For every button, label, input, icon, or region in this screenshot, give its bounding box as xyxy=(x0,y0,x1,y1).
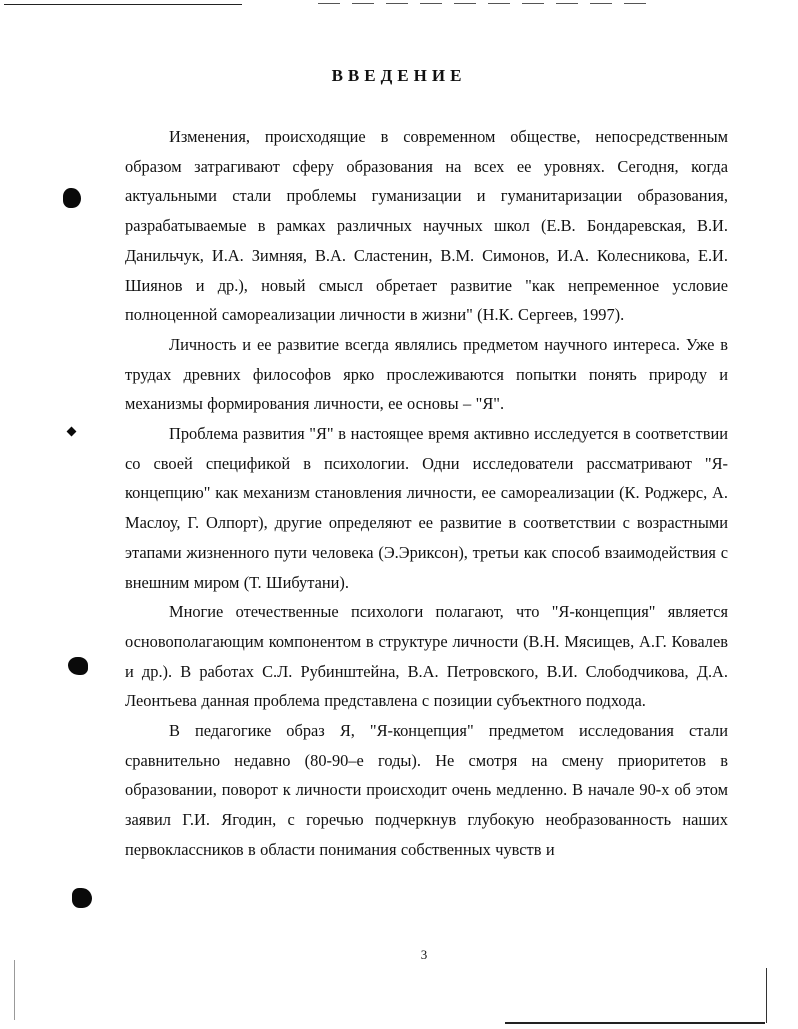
ink-blot-mark-3 xyxy=(68,657,88,675)
paragraph-5: В педагогике образ Я, "Я-концепция" предметом исследования стали сравнительно недавно (80-90–е годы). Не смотря на смену приоритетов в образовании, поворот к личности происходит очень медленно. В начале 90-х об этом заявил Г.И. Ягодин, с горечью подчеркнув глубокую необразованность наших первоклассников в области понимания собственных чувств и xyxy=(125,721,728,859)
paragraph-3: Проблема развития "Я" в настоящее время активно исследуется в соответствии со своей спецификой в психологии. Одни исследователи рассматривают "Я-концепцию" как механизм становления личности, ее самореализации (К. Роджерс, А. Маслоу, Г. Олпорт), другие определяют ее развитие в соответствии с возрастными этапами жизненного пути человека (Э.Эриксон), третьи как способ взаимодействия с внешним миром (Т. Шибутани). xyxy=(125,424,728,592)
ink-blot-mark-1 xyxy=(63,188,81,208)
ink-blot-mark-4 xyxy=(72,888,92,908)
scan-artifact-left-edge xyxy=(14,960,15,1020)
scan-artifact-right-edge xyxy=(766,968,767,1023)
page-title: ВВЕДЕНИЕ xyxy=(331,66,467,85)
paragraph-2: Личность и ее развитие всегда являлись предметом научного интереса. Уже в трудах древних философов ярко прослеживаются попытки понять природу и механизмы формирования личности, ее основы – "Я". xyxy=(125,334,728,414)
paragraph-4: Многие отечественные психологи полагают, что "Я-концепция" является основополагающим компонентом в структуре личности (В.Н. Мясищев, А.Г. Ковалев и др.). В работах С.Л. Рубинштейна, В.А. Петровского, В.И. Слободчикова, Д.А. Леонтьева данная проблема представлена с позиции субъектного подхода. xyxy=(125,602,728,711)
page-number: 3 xyxy=(420,947,428,962)
ink-dot-mark-2 xyxy=(67,427,77,437)
paragraph-1: Изменения, происходящие в современном обществе, непосредственным образом затрагивают сферу образования на всех ее уровнях. Сегодня, когда актуальными стали проблемы гуманизации и гуманитаризации образования, разрабатываемые в рамках различных научных школ (Е.В. Бондаревская, В.И. Данильчук, И.А. Зимняя, В.А. Сластенин, В.М. Симонов, И.А. Колесникова, Е.И. Шиянов и др.), новый смысл обретает развитие "как непременное условие полноценной самореализации личности в жизни" (Н.К. Сергеев, 1997). xyxy=(125,127,728,325)
scan-artifact-top-line xyxy=(4,4,242,5)
body-text xyxy=(125,122,728,865)
scan-artifact-bottom-line xyxy=(505,1022,765,1024)
scan-artifact-top-dashes xyxy=(318,3,648,4)
